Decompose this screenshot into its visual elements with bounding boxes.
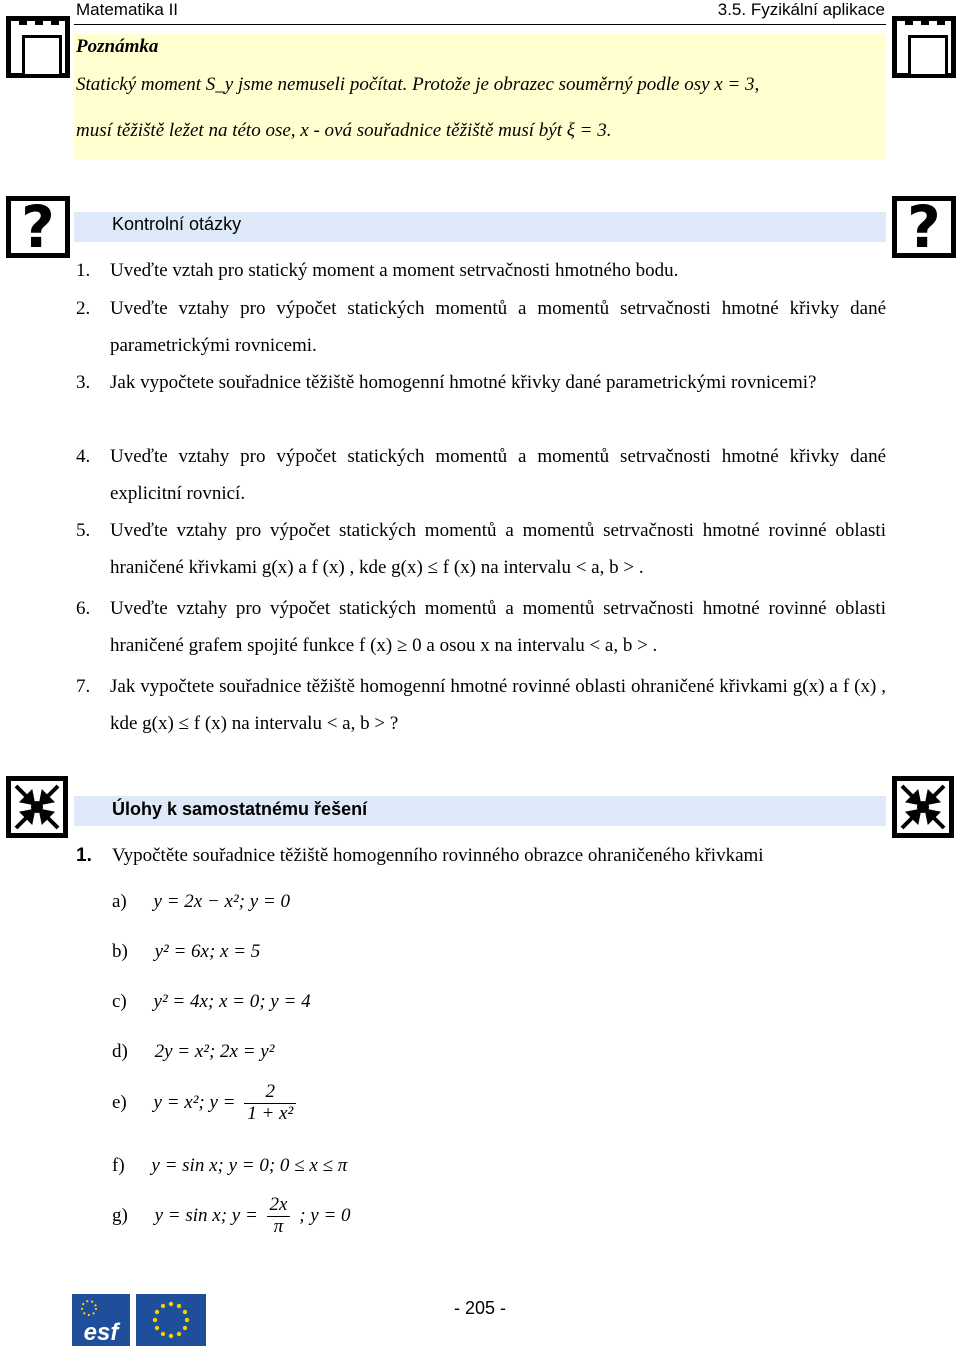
task-number: 1.: [76, 845, 92, 866]
exercise-label: g): [112, 1204, 128, 1226]
tasks-title: Úlohy k samostatnému řešení: [112, 799, 368, 819]
exercise-expression: 2y = x²; 2x = y²: [154, 1041, 275, 1062]
note-text-line-1: Statický moment S_y jsme nemuseli počítat. Protože je obrazec souměrný podle osy x = 3,: [76, 74, 760, 95]
note-text-line-2: musí těžiště ležet na této ose, x - ová souřadnice těžiště musí být ξ = 3.: [76, 120, 612, 141]
notebook-icon: [892, 16, 956, 78]
exercise-expression: y² = 6x; x = 5: [154, 941, 261, 962]
exercise-expression: y = sin x; y =: [154, 1204, 258, 1226]
question-number: 7.: [76, 676, 91, 697]
exercise-item: [112, 941, 260, 963]
question-text: Jak vypočtete souřadnice těžiště homogenní hmotné rovinné oblasti ohraničené křivkami g(x) a f (x) , kde g(x) ≤ f (x) na intervalu < a, b > ?: [110, 676, 886, 734]
control-questions-title: Kontrolní otázky: [112, 214, 242, 234]
exercise-label: c): [112, 991, 127, 1012]
header-divider: [74, 24, 886, 25]
header-section: 3.5. Fyzikální aplikace: [717, 0, 885, 19]
fraction-numerator: 2: [244, 1082, 296, 1104]
fraction-denominator: π: [273, 1215, 284, 1237]
question-item: [76, 668, 886, 742]
notebook-icon: [6, 16, 70, 78]
exercise-item: [112, 1082, 300, 1125]
question-text: Uveďte vztahy pro výpočet statických momentů a momentů setrvačnosti hmotné rovinné oblasti hraničené grafem spojité funkce f (x) ≥ 0 a osou x na intervalu < a, b > .: [110, 598, 886, 656]
exercise-label: d): [112, 1041, 128, 1062]
arrows-inward-icon: [892, 776, 954, 838]
question-number: 2.: [76, 298, 91, 319]
exercise-label: e): [112, 1091, 127, 1113]
exercise-label: f): [112, 1155, 125, 1176]
question-text: Uveďte vztah pro statický moment a moment setrvačnosti hmotného bodu.: [110, 260, 679, 281]
fraction-denominator: 1 + x²: [247, 1102, 294, 1124]
question-item: [76, 590, 886, 664]
question-item: [76, 252, 886, 289]
exercise-expression: y = 2x − x²; y = 0: [153, 891, 290, 912]
exercise-expression: y² = 4x; x = 0; y = 4: [153, 991, 311, 1012]
exercise-expression-tail: ; y = 0: [299, 1204, 351, 1226]
question-mark-icon: ?: [892, 196, 956, 258]
header-title: Matematika II: [76, 0, 179, 19]
page-number: - 205 -: [453, 1298, 507, 1318]
exercise-item: [112, 1155, 347, 1177]
fraction: [244, 1082, 296, 1125]
fraction: [267, 1195, 291, 1238]
esf-logo-text: esf: [83, 1319, 119, 1346]
exercise-expression: y = sin x; y = 0; 0 ≤ x ≤ π: [151, 1155, 348, 1176]
question-number: 1.: [76, 260, 91, 281]
question-mark-icon: ?: [6, 196, 70, 258]
exercise-label: a): [112, 891, 127, 912]
note-title: Poznámka: [76, 36, 159, 57]
question-number: 3.: [76, 372, 91, 393]
question-number: 6.: [76, 598, 91, 619]
question-item: [76, 290, 886, 364]
question-item: [76, 512, 886, 586]
question-item: [76, 364, 886, 401]
exercise-item: [112, 1195, 351, 1238]
task-intro: Vypočtěte souřadnice těžiště homogenního rovinného obrazce ohraničeného křivkami: [112, 845, 764, 866]
question-number: 4.: [76, 446, 91, 467]
exercise-label: b): [112, 941, 128, 962]
arrows-inward-icon: [6, 776, 68, 838]
question-text: Uveďte vztahy pro výpočet statických momentů a momentů setrvačnosti hmotné rovinné oblasti hraničené křivkami g(x) a f (x) , kde g(x) ≤ f (x) na intervalu < a, b > .: [110, 520, 886, 578]
question-item: [76, 438, 886, 512]
exercise-item: [112, 1041, 274, 1063]
exercise-expression: y = x²; y =: [153, 1091, 236, 1113]
exercise-item: [112, 991, 311, 1013]
question-text: Jak vypočtete souřadnice těžiště homogenní hmotné křivky dané parametrickými rovnicemi?: [110, 372, 817, 393]
exercise-item: [112, 891, 290, 913]
question-text: Uveďte vztahy pro výpočet statických momentů a momentů setrvačnosti hmotné křivky dané explicitní rovnicí.: [110, 446, 886, 504]
question-number: 5.: [76, 520, 91, 541]
fraction-numerator: 2x: [267, 1195, 291, 1217]
question-text: Uveďte vztahy pro výpočet statických momentů a momentů setrvačnosti hmotné křivky dané parametrickými rovnicemi.: [110, 298, 886, 356]
